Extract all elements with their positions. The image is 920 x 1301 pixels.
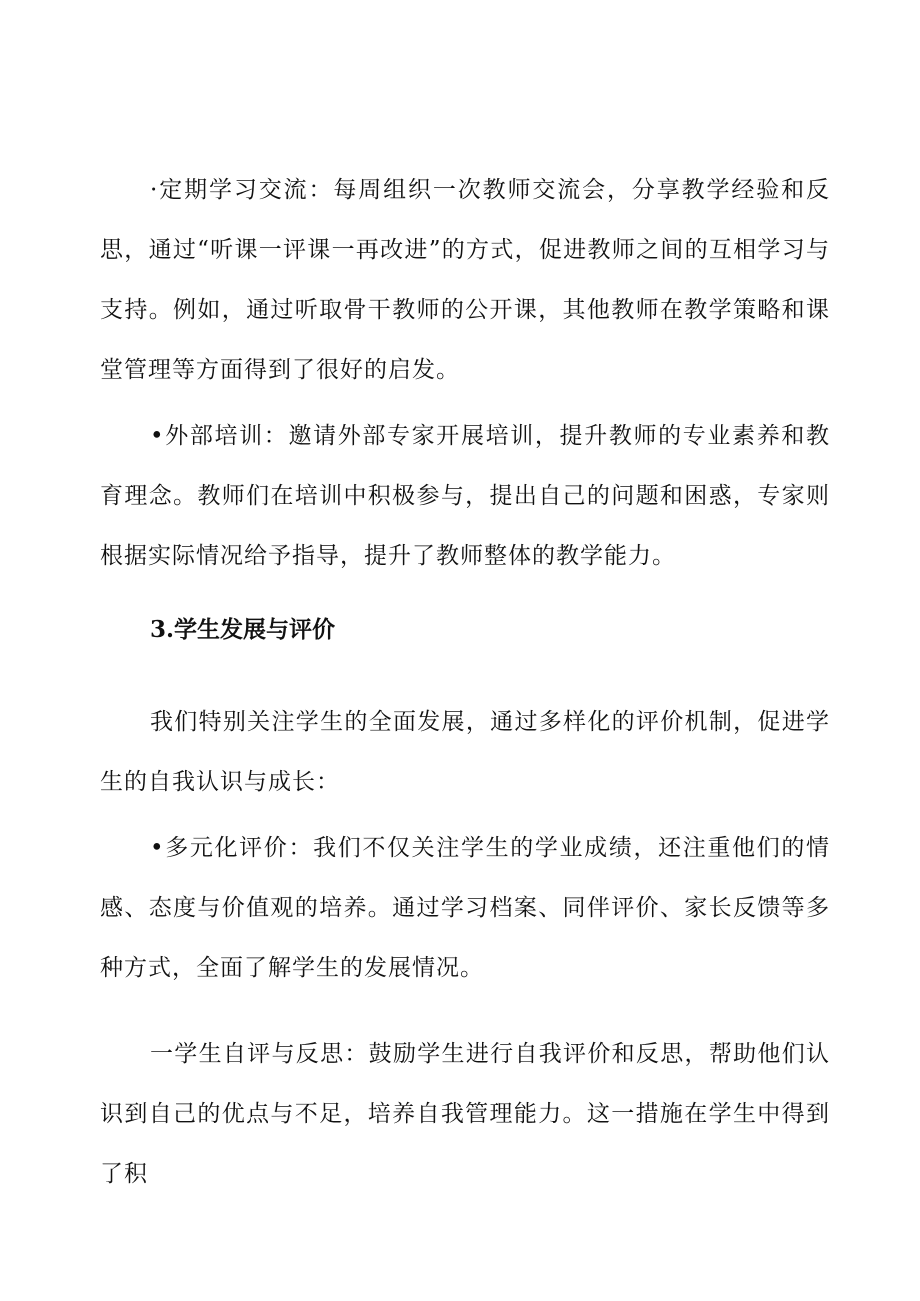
- paragraph-external-training: •外部培训：邀请外部专家开展培训，提升教师的专业素养和教育理念。教师们在培训中积极参与，提出自己的问题和困惑，专家则根据实际情况给予指导，提升了教师整体的教学能力。: [100, 423, 830, 569]
- paragraph-self-evaluation: 一学生自评与反思：鼓励学生进行自我评价和反思，帮助他们认识到自己的优点与不足，培养自我管理能力。这一措施在学生中得到了积: [100, 1041, 830, 1187]
- paragraph-regular-learning-exchange: ·定期学习交流：每周组织一次教师交流会，分享教学经验和反思，通过“听课一评课一再改进”的方式，促进教师之间的互相学习与支持。例如，通过听取骨干教师的公开课，其他教师在教学策略和课堂管理等方面得到了很好的启发。: [100, 177, 830, 383]
- paragraph-diverse-evaluation: •多元化评价：我们不仅关注学生的学业成绩，还注重他们的情感、态度与价值观的培养。通过学习档案、同伴评价、家长反馈等多种方式，全面了解学生的发展情况。: [100, 835, 830, 981]
- section-heading: [150, 600, 335, 660]
- paragraph-intro: 我们特别关注学生的全面发展，通过多样化的评价机制，促进学生的自我认识与成长：: [100, 709, 830, 795]
- section-title: 学生发展与评价: [174, 616, 336, 643]
- section-number: 3.: [150, 616, 175, 643]
